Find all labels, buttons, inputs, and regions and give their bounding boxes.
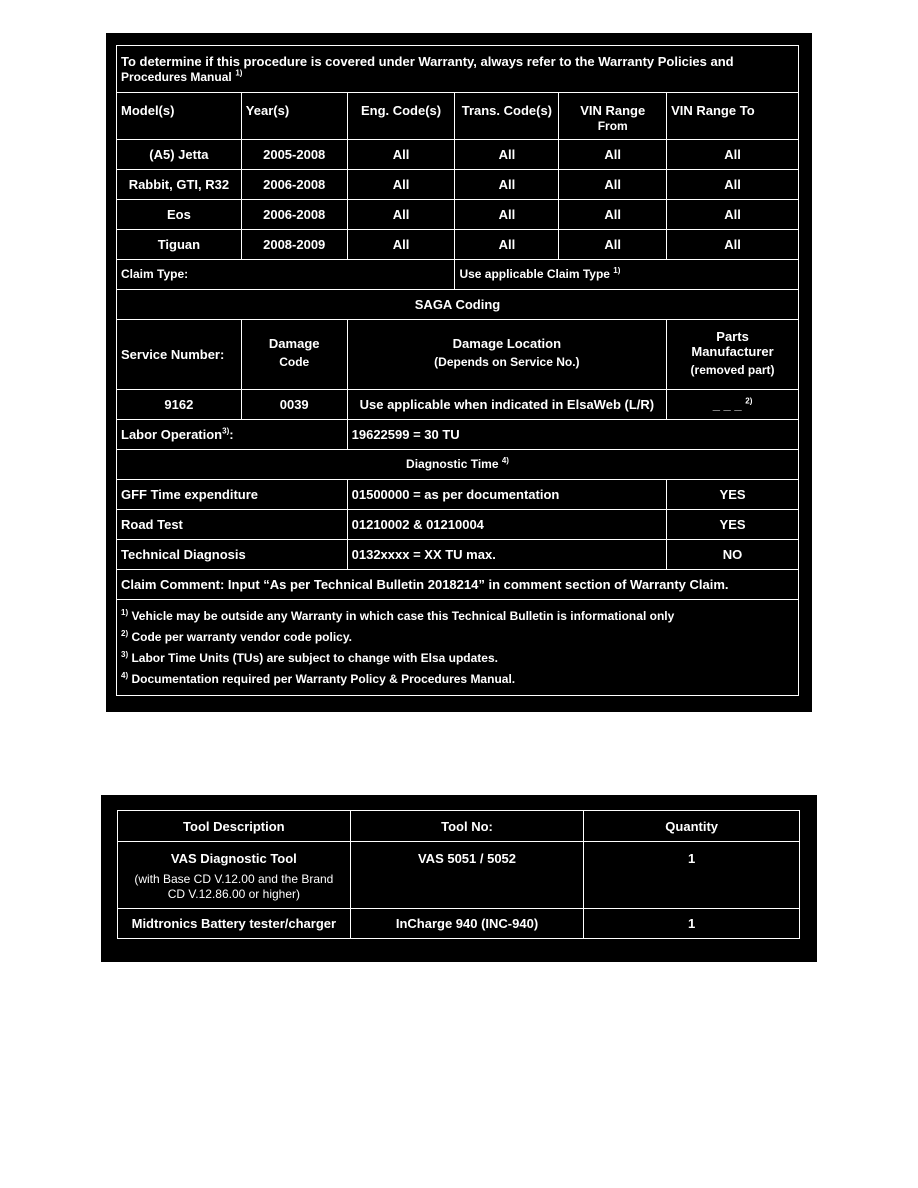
cell-trans: All <box>455 230 559 260</box>
saga-damage-code: 0039 <box>241 390 347 420</box>
tool-description: VAS Diagnostic Tool (with Base CD V.12.00 and the Brand CD V.12.86.00 or higher) <box>118 842 351 909</box>
labor-row <box>117 420 799 450</box>
tools-header-quantity: Quantity <box>584 811 800 842</box>
saga-parts-mfr-header: Parts Manufacturer (removed part) <box>667 320 799 390</box>
labor-value: 19622599 = 30 TU <box>347 420 798 450</box>
table-row <box>117 230 799 260</box>
cell-trans: All <box>455 200 559 230</box>
diag-row <box>117 480 799 510</box>
diag-value: 01210002 & 01210004 <box>347 510 666 540</box>
footnote-3: $^{3)}$ Labor Time Units (TUs) are subject to change with Elsa updates. <box>121 649 498 665</box>
tools-panel <box>101 795 817 962</box>
tools-header-row <box>118 811 800 842</box>
header-trans-code: Trans. Code(s) <box>455 93 559 140</box>
saga-parts-mfr: _ _ _ $^{2)}$ <box>667 390 799 420</box>
tool-quantity: 1 <box>584 842 800 909</box>
cell-model: (A5) Jetta <box>117 140 242 170</box>
table-row <box>117 140 799 170</box>
cell-year: 2006-2008 <box>241 200 347 230</box>
tool-quantity: 1 <box>584 909 800 939</box>
saga-header-row <box>117 320 799 390</box>
diag-label: GFF Time expenditure <box>117 480 348 510</box>
header-eng-code: Eng. Code(s) <box>347 93 455 140</box>
claim-type-value: Use applicable Claim Type $^{1)}$ <box>455 260 799 290</box>
cell-vin-from: All <box>559 230 667 260</box>
table-row <box>117 170 799 200</box>
cell-trans: All <box>455 140 559 170</box>
diagnostic-time-title: Diagnostic Time $^{4)}$ <box>117 450 799 480</box>
cell-vin-from: All <box>559 140 667 170</box>
cell-model: Rabbit, GTI, R32 <box>117 170 242 200</box>
footnotes <box>117 600 799 696</box>
cell-vin-to: All <box>667 170 799 200</box>
cell-eng: All <box>347 140 455 170</box>
cell-eng: All <box>347 170 455 200</box>
saga-damage-location: Use applicable when indicated in ElsaWeb (L/R) <box>347 390 666 420</box>
warranty-intro: To determine if this procedure is covered under Warranty, always refer to the Warranty Policies and Procedures Manual $^{1)}$ <box>117 46 799 93</box>
tools-header-description: Tool Description <box>118 811 351 842</box>
claim-type-row <box>117 260 799 290</box>
saga-service-number: 9162 <box>117 390 242 420</box>
table-row <box>117 200 799 230</box>
diag-label: Technical Diagnosis <box>117 540 348 570</box>
claim-comment: Claim Comment: Input “As per Technical Bulletin 2018214” in comment section of Warranty Claim. <box>117 570 799 600</box>
tools-header-tool-no: Tool No: <box>350 811 584 842</box>
diag-row <box>117 540 799 570</box>
diag-row <box>117 510 799 540</box>
cell-model: Tiguan <box>117 230 242 260</box>
cell-model: Eos <box>117 200 242 230</box>
tool-number: InCharge 940 (INC-940) <box>350 909 584 939</box>
cell-vin-to: All <box>667 200 799 230</box>
cell-trans: All <box>455 170 559 200</box>
cell-vin-to: All <box>667 230 799 260</box>
labor-label: Labor Operation$^{3)}$: <box>117 420 348 450</box>
cell-eng: All <box>347 200 455 230</box>
saga-damage-location-header: Damage Location (Depends on Service No.) <box>347 320 666 390</box>
diag-value: 0132xxxx = XX TU max. <box>347 540 666 570</box>
cell-year: 2008-2009 <box>241 230 347 260</box>
footnote-2: $^{2)}$ Code per warranty vendor code policy. <box>121 628 352 644</box>
header-vin-from: VIN Range From <box>559 93 667 140</box>
cell-year: 2006-2008 <box>241 170 347 200</box>
tools-table <box>117 810 800 939</box>
cell-year: 2005-2008 <box>241 140 347 170</box>
table-row <box>118 909 800 939</box>
footnote-1: $^{1)}$ Vehicle may be outside any Warranty in which case this Technical Bulletin is informational only <box>121 607 675 623</box>
diag-value: 01500000 = as per documentation <box>347 480 666 510</box>
header-vin-to: VIN Range To <box>667 93 799 140</box>
tool-description: Midtronics Battery tester/charger <box>118 909 351 939</box>
diag-flag: YES <box>667 480 799 510</box>
saga-service-number-header: Service Number: <box>117 320 242 390</box>
saga-title: SAGA Coding <box>117 290 799 320</box>
claim-type-label: Claim Type: <box>117 260 455 290</box>
diag-flag: NO <box>667 540 799 570</box>
cell-vin-from: All <box>559 170 667 200</box>
cell-vin-from: All <box>559 200 667 230</box>
saga-row <box>117 390 799 420</box>
saga-damage-code-header: Damage Code <box>241 320 347 390</box>
warranty-panel <box>106 33 812 712</box>
diag-flag: YES <box>667 510 799 540</box>
footnote-4: $^{4)}$ Documentation required per Warranty Policy & Procedures Manual. <box>121 670 516 686</box>
cell-eng: All <box>347 230 455 260</box>
diag-label: Road Test <box>117 510 348 540</box>
tool-number: VAS 5051 / 5052 <box>350 842 584 909</box>
table-row <box>118 842 800 909</box>
cell-vin-to: All <box>667 140 799 170</box>
header-years: Year(s) <box>241 93 347 140</box>
header-models: Model(s) <box>117 93 242 140</box>
warranty-table <box>116 45 799 696</box>
warranty-header-row <box>117 93 799 140</box>
